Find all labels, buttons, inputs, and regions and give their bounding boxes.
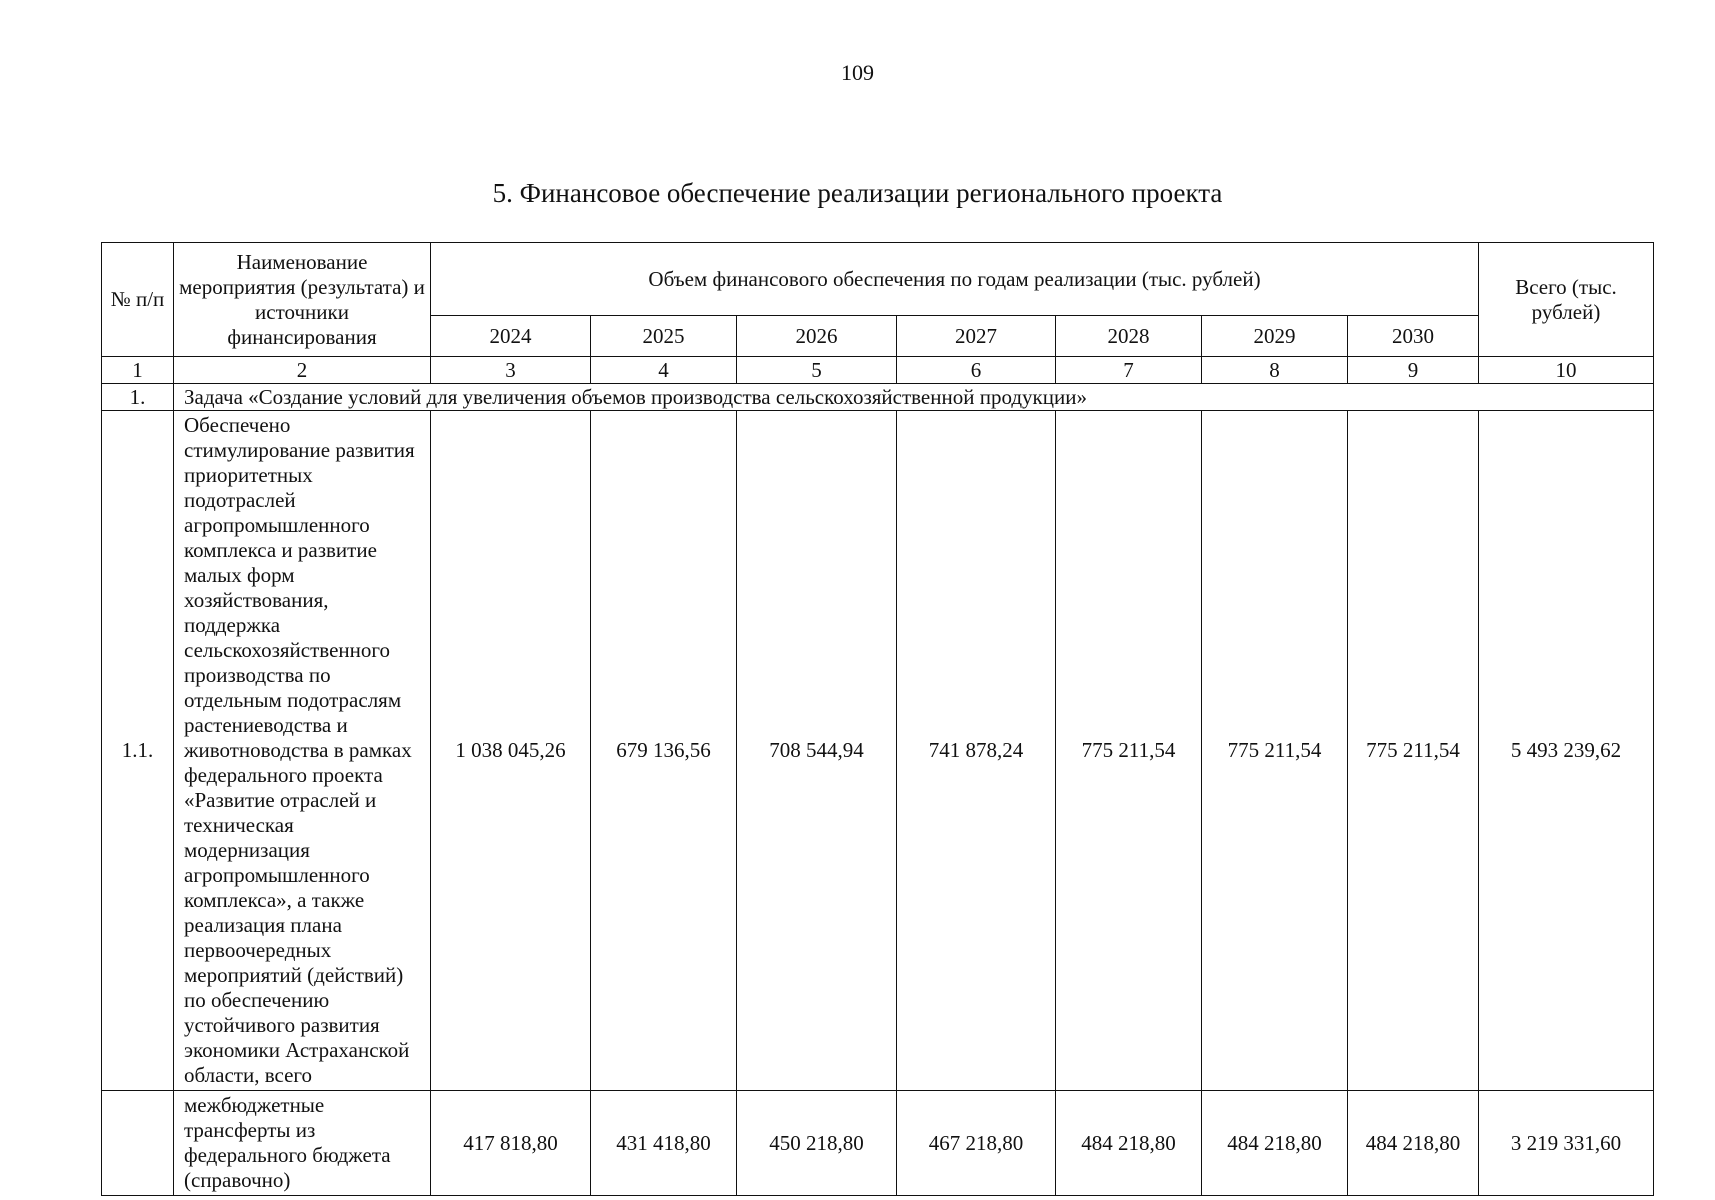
row-value: 417 818,80 [431,1091,591,1196]
table-row [102,1091,1654,1196]
table-row [102,411,1654,1091]
header-name: Наименование мероприятия (результата) и источники финансирования [174,243,431,357]
header-year: 2027 [897,316,1056,357]
column-index: 2 [174,357,431,384]
row-name: Обеспечено стимулирование развития приоритетных подотраслей агропромышленного комплекса и развитие малых форм хозяйствования, поддержка сельскохозяйственного производства по отдельным подотраслям растениеводства и животноводства в рамках федерального проекта «Развитие отраслей и техническая модернизация агропромышленного комплекса», а также реализация плана первоочередных мероприятий (действий) по обеспечению устойчивого развития экономики Астраханской области, всего [174,411,431,1091]
row-value: 450 218,80 [737,1091,897,1196]
financing-table [101,242,1654,1196]
column-index: 3 [431,357,591,384]
header-total: Всего (тыс. рублей) [1479,243,1654,357]
task-num: 1. [102,384,174,411]
row-value: 775 211,54 [1202,411,1348,1091]
header-year: 2026 [737,316,897,357]
column-index: 7 [1056,357,1202,384]
column-index: 5 [737,357,897,384]
column-index: 10 [1479,357,1654,384]
header-year: 2030 [1348,316,1479,357]
row-total: 5 493 239,62 [1479,411,1654,1091]
header-row-1 [102,243,1654,316]
row-value: 679 136,56 [591,411,737,1091]
header-year: 2024 [431,316,591,357]
row-value: 484 218,80 [1348,1091,1479,1196]
header-year: 2028 [1056,316,1202,357]
column-index: 4 [591,357,737,384]
column-index: 9 [1348,357,1479,384]
row-value: 484 218,80 [1056,1091,1202,1196]
column-index: 6 [897,357,1056,384]
page-number: 109 [841,60,874,85]
task-text: Задача «Создание условий для увеличения объемов производства сельскохозяйственной продукции» [174,384,1654,411]
row-value: 484 218,80 [1202,1091,1348,1196]
row-num [102,1091,174,1196]
section-title: 5. Финансовое обеспечение реализации регионального проекта [492,178,1223,208]
row-value: 775 211,54 [1056,411,1202,1091]
column-index-row [102,357,1654,384]
header-year: 2029 [1202,316,1348,357]
task-row [102,384,1654,411]
row-total: 3 219 331,60 [1479,1091,1654,1196]
row-value: 741 878,24 [897,411,1056,1091]
header-year: 2025 [591,316,737,357]
header-num: № п/п [102,243,174,357]
row-num: 1.1. [102,411,174,1091]
row-value: 431 418,80 [591,1091,737,1196]
header-volume: Объем финансового обеспечения по годам реализации (тыс. рублей) [431,243,1479,316]
row-value: 775 211,54 [1348,411,1479,1091]
column-index: 1 [102,357,174,384]
row-name: межбюджетные трансферты из федерального бюджета (справочно) [174,1091,431,1196]
row-value: 467 218,80 [897,1091,1056,1196]
column-index: 8 [1202,357,1348,384]
row-value: 1 038 045,26 [431,411,591,1091]
row-value: 708 544,94 [737,411,897,1091]
